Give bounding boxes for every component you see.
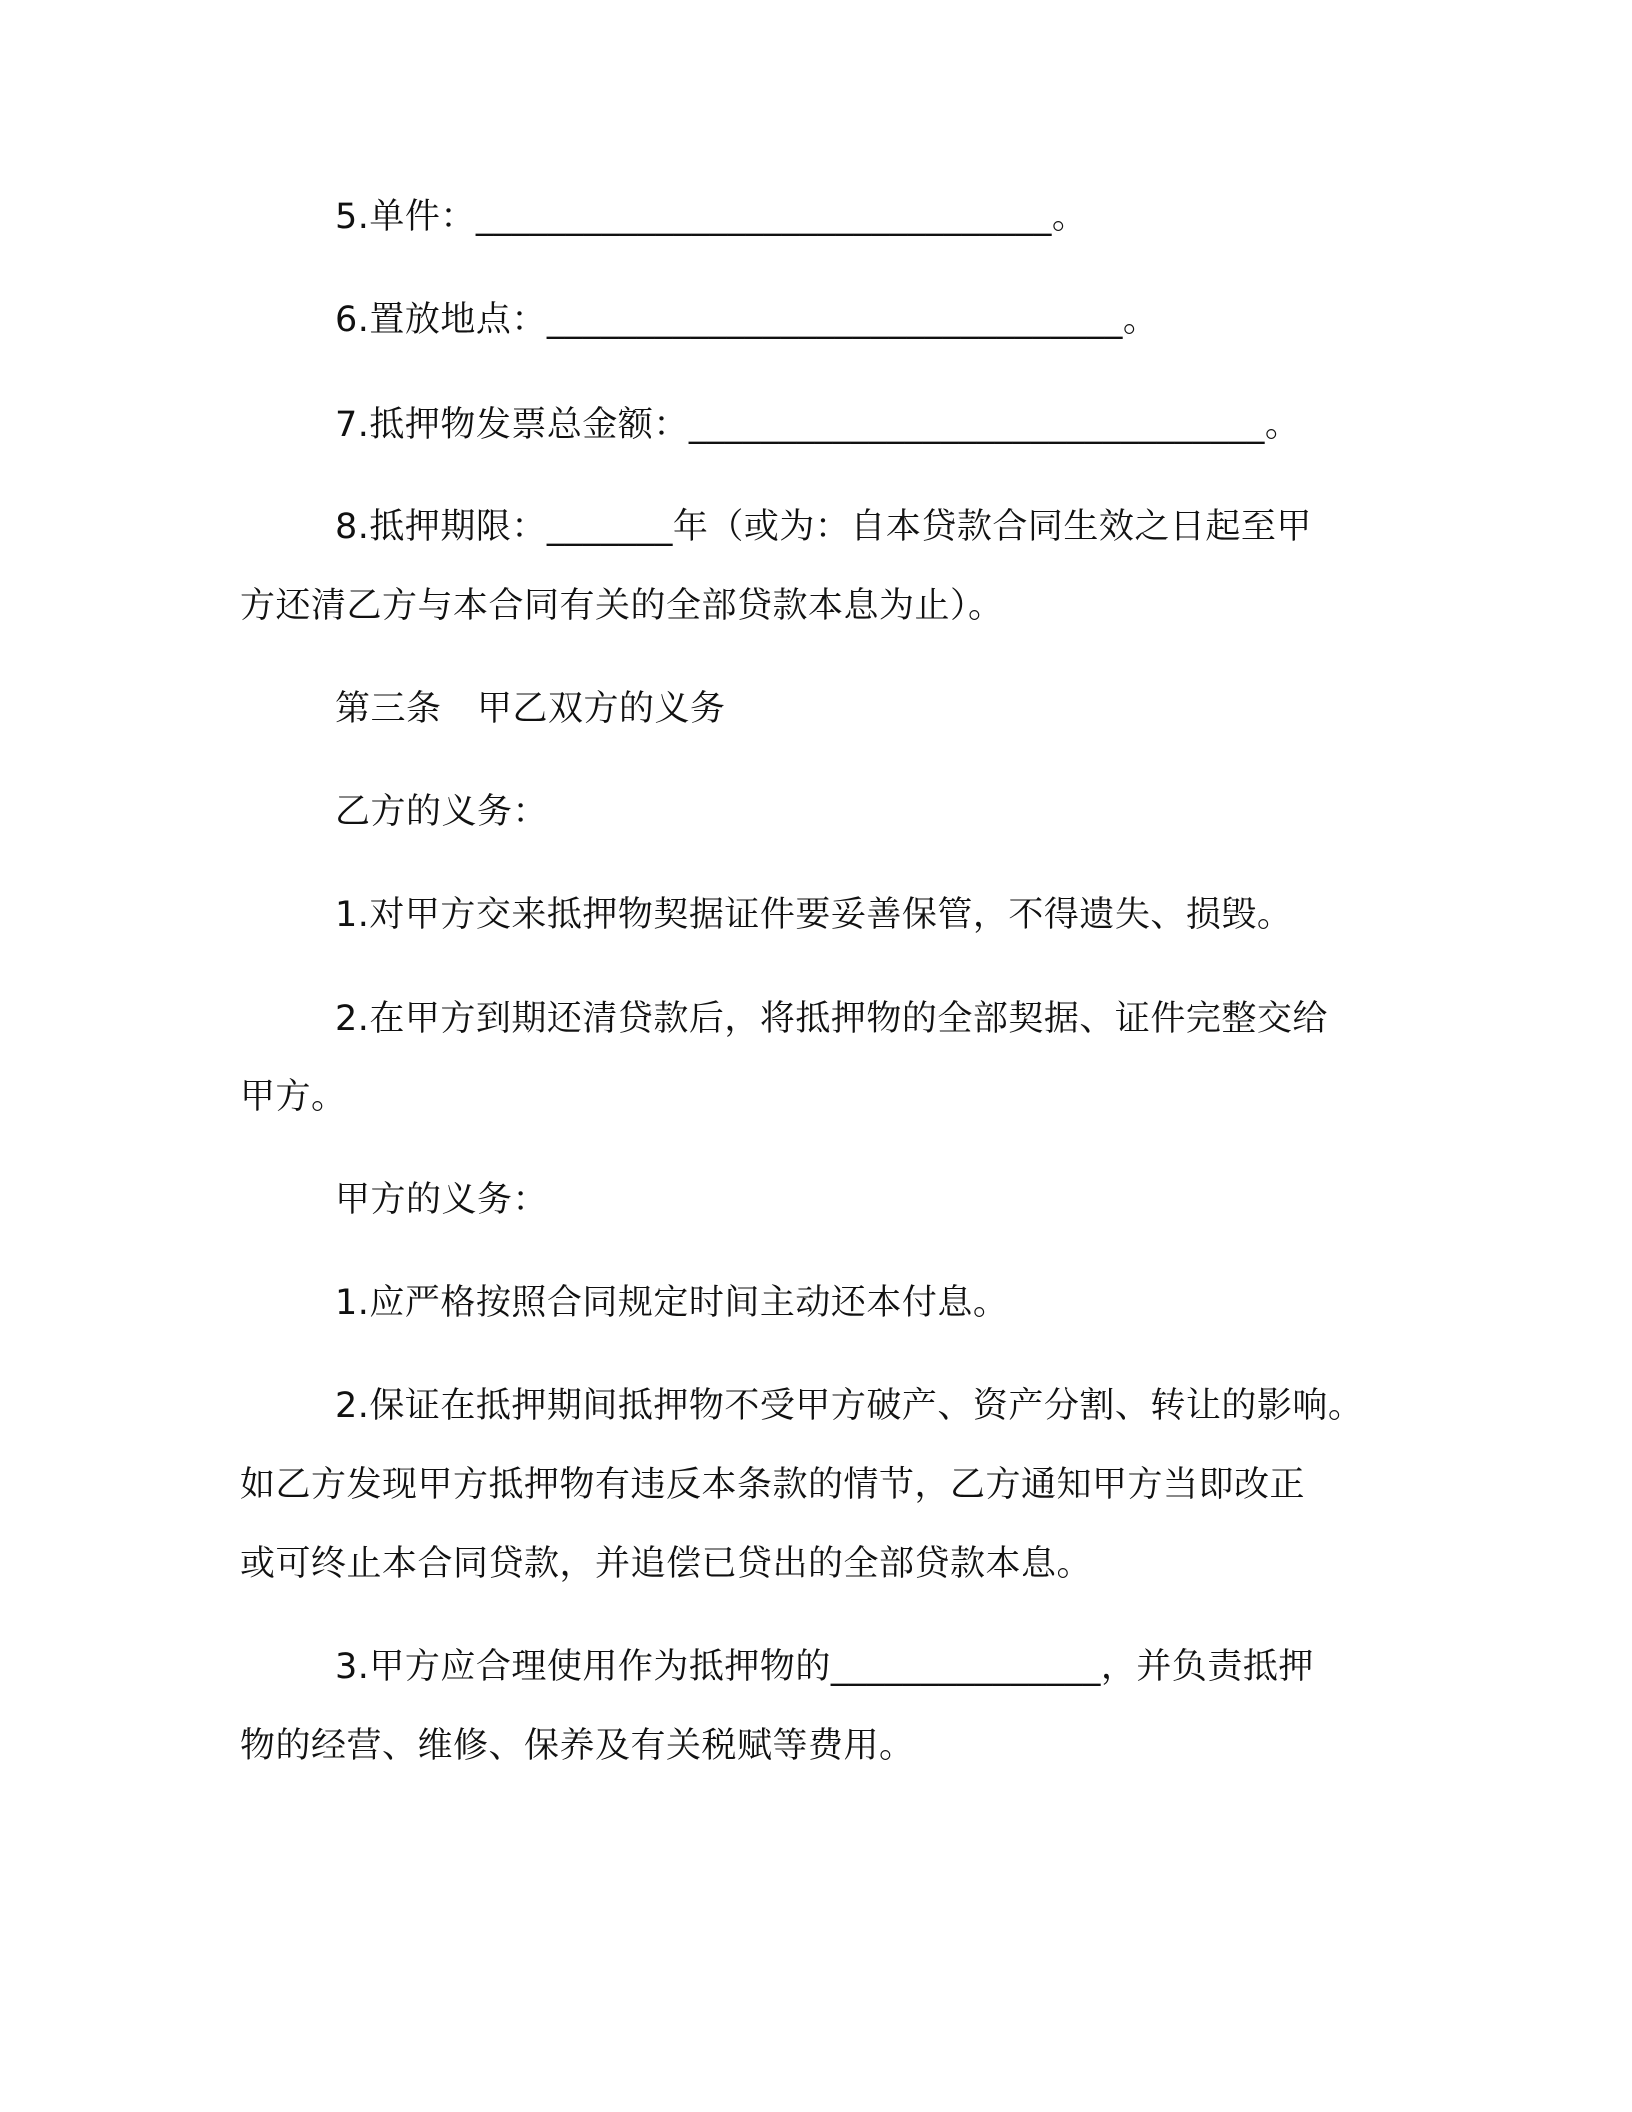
party-a-obligation-1: 1.应严格按照合同规定时间主动还本付息。 [335, 1283, 1009, 1323]
party-b-obligations-heading: 乙方的义务： [335, 792, 549, 832]
party-a-obligations-heading: 甲方的义务： [335, 1180, 549, 1220]
clause-item-8-term-line-2: 方还清乙方与本合同有关的全部贷款本息为止）。 [240, 586, 1004, 626]
clause-item-6-location: 6.置放地点：________________________________。 [335, 300, 1159, 340]
clause-item-7-invoice-amount: 7.抵押物发票总金额：________________________________。 [335, 405, 1301, 445]
party-b-obligation-1: 1.对甲方交来抵押物契据证件要妥善保管，不得遗失、损毁。 [335, 895, 1293, 935]
clause-item-8-term-line-1: 8.抵押期限：_______年（或为：自本贷款合同生效之日起至甲 [335, 507, 1312, 547]
party-a-obligation-2-line-3: 或可终止本合同贷款，并追偿已贷出的全部贷款本息。 [240, 1544, 1093, 1584]
party-b-obligation-2-line-1: 2.在甲方到期还清贷款后，将抵押物的全部契据、证件完整交给 [335, 999, 1328, 1039]
party-a-obligation-2-line-2: 如乙方发现甲方抵押物有违反本条款的情节，乙方通知甲方当即改正 [240, 1465, 1306, 1505]
article-3-heading: 第三条 甲乙双方的义务 [335, 689, 726, 729]
clause-item-5-unit-price: 5.单件：________________________________。 [335, 197, 1088, 237]
party-a-obligation-3-line-1: 3.甲方应合理使用作为抵押物的_______________，并负责抵押 [335, 1647, 1314, 1687]
party-b-obligation-2-line-2: 甲方。 [240, 1077, 347, 1117]
party-a-obligation-2-line-1: 2.保证在抵押期间抵押物不受甲方破产、资产分割、转让的影响。 [335, 1386, 1364, 1426]
party-a-obligation-3-line-2: 物的经营、维修、保养及有关税赋等费用。 [240, 1726, 915, 1766]
